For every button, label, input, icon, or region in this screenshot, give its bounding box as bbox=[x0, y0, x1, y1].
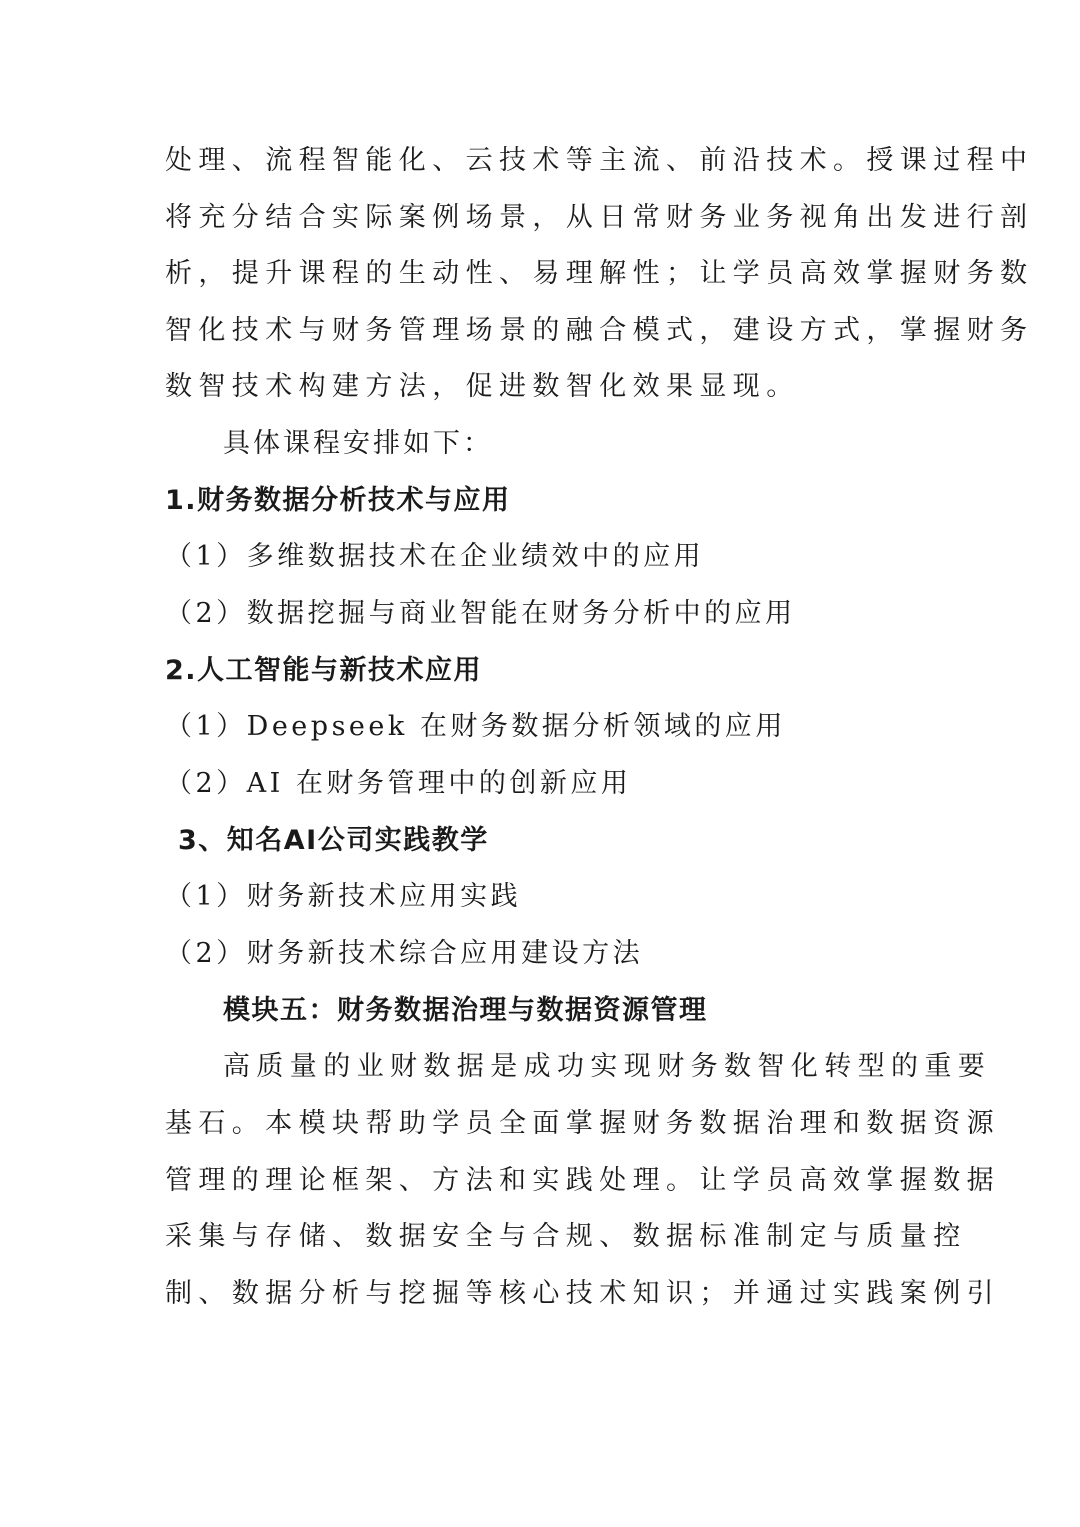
paragraph-line: 高质量的业财数据是成功实现财务数智化转型的重要 bbox=[223, 1051, 992, 1082]
list-item: （1）财务新技术应用实践 bbox=[165, 881, 522, 912]
section-heading: 2.人工智能与新技术应用 bbox=[165, 655, 483, 686]
list-item: （1）Deepseek 在财务数据分析领域的应用 bbox=[165, 711, 786, 742]
schedule-intro: 具体课程安排如下： bbox=[223, 428, 493, 459]
list-item: （2）财务新技术综合应用建设方法 bbox=[165, 938, 644, 969]
list-item: （1）多维数据技术在企业绩效中的应用 bbox=[165, 541, 705, 572]
paragraph-line: 处理、流程智能化、云技术等主流、前沿技术。授课过程中 bbox=[165, 145, 1034, 176]
paragraph-line: 管理的理论框架、方法和实践处理。让学员高效掌握数据 bbox=[165, 1165, 1000, 1196]
list-item: （2）AI 在财务管理中的创新应用 bbox=[165, 768, 632, 799]
paragraph-line: 基石。本模块帮助学员全面掌握财务数据治理和数据资源 bbox=[165, 1108, 1000, 1139]
paragraph-line: 制、数据分析与挖掘等核心技术知识；并通过实践案例引 bbox=[165, 1278, 1000, 1309]
paragraph-line: 将充分结合实际案例场景，从日常财务业务视角出发进行剖 bbox=[165, 202, 1034, 233]
paragraph-line: 析，提升课程的生动性、易理解性；让学员高效掌握财务数 bbox=[165, 258, 1034, 289]
section-heading: 1.财务数据分析技术与应用 bbox=[165, 485, 511, 516]
list-item: （2）数据挖掘与商业智能在财务分析中的应用 bbox=[165, 598, 796, 629]
module-title: 模块五：财务数据治理与数据资源管理 bbox=[223, 995, 708, 1026]
section-heading: 3、知名AI公司实践教学 bbox=[178, 825, 489, 856]
paragraph-line: 智化技术与财务管理场景的融合模式，建设方式，掌握财务 bbox=[165, 315, 1034, 346]
paragraph-line: 数智技术构建方法，促进数智化效果显现。 bbox=[165, 371, 800, 402]
paragraph-line: 采集与存储、数据安全与合规、数据标准制定与质量控 bbox=[165, 1221, 967, 1252]
